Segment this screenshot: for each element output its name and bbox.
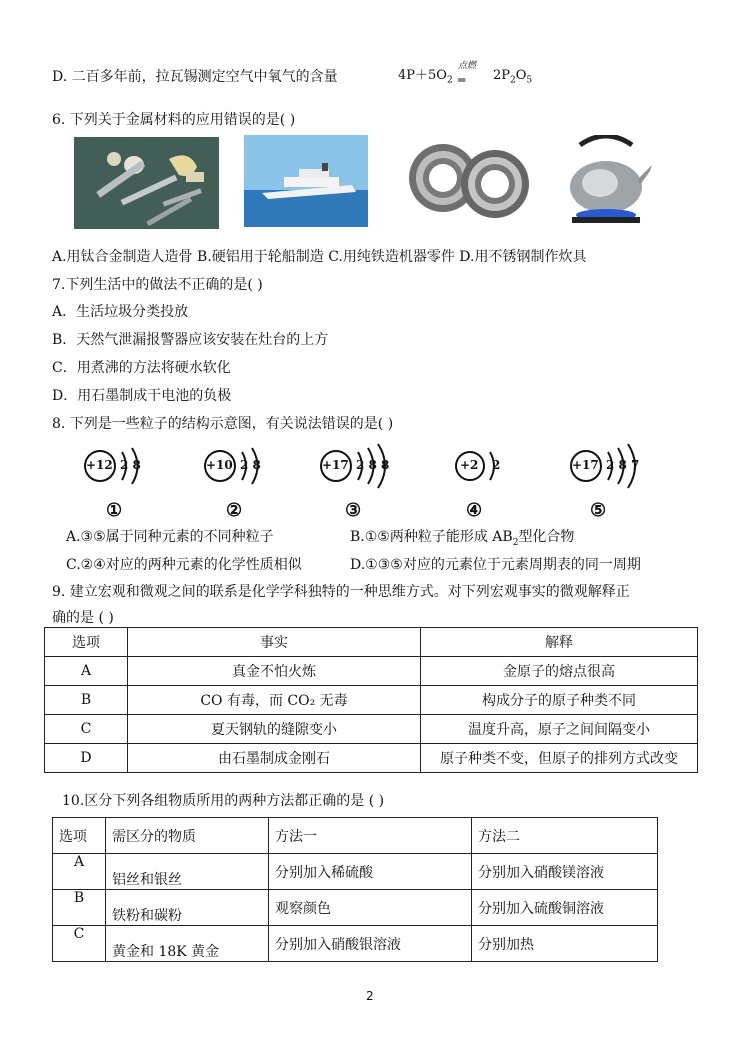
table-row: C 夏天钢轨的缝隙变小 温度升高，原子之间间隔变小: [45, 715, 698, 744]
q7-option-d: D．用石墨制成干电池的负极: [52, 388, 232, 404]
shell-electrons: 2 8 7: [606, 458, 640, 472]
table-header: 需区分的物质: [106, 818, 269, 854]
table-row: B 铁粉和碳粉 观察颜色 分别加入硫酸铜溶液: [53, 890, 658, 926]
table-row: D 由石墨制成金刚石 原子种类不变，但原子的排列方式改变: [45, 744, 698, 773]
atom-diagram-5: [566, 440, 676, 500]
table-header-row: [53, 818, 658, 854]
shell-electrons: 2 8: [120, 458, 141, 472]
table-row: A 铝丝和银丝 分别加入稀硫酸 分别加入硝酸镁溶液: [53, 854, 658, 890]
atom-label-5: ⑤: [590, 500, 607, 521]
equation-sign: ═: [458, 73, 466, 87]
q5-option-d: D. 二百多年前，拉瓦锡测定空气中氧气的含量: [52, 69, 338, 85]
q7-option-b: B．天然气泄漏报警器应该安装在灶台的上方: [52, 332, 329, 348]
atom-label-2: ②: [226, 500, 243, 521]
q8-option-a: A.③⑤属于同种元素的不同种粒子: [66, 529, 274, 545]
table-header-row: [45, 628, 698, 657]
shell-electrons: 2 8: [240, 458, 261, 472]
nucleus-charge: +12: [86, 458, 113, 472]
q10-table: [52, 817, 658, 962]
shell-electrons: 2 8 8: [356, 458, 390, 472]
table-row: B CO 有毒，而 CO₂ 无毒 构成分子的原子种类不同: [45, 686, 698, 715]
atom-diagram-4: [452, 440, 562, 500]
table-row: C 黄金和 18K 黄金 分别加入硝酸银溶液 分别加热: [53, 926, 658, 962]
atom-diagram-1: [80, 440, 190, 500]
q8-option-c: C.②④对应的两种元素的化学性质相似: [66, 557, 302, 573]
atom-label-3: ③: [345, 500, 362, 521]
atom-diagram-3: [316, 440, 426, 500]
page-number: 2: [366, 989, 374, 1003]
bearing-image: [405, 140, 533, 222]
q9-stem-line2: 确的是 ( ): [52, 610, 114, 626]
q10-stem: 10.区分下列各组物质所用的两种方法都正确的是 ( ): [62, 793, 385, 809]
shell-electrons: 2: [492, 458, 501, 472]
nucleus-charge: +10: [206, 458, 233, 472]
nucleus-charge: +17: [572, 458, 599, 472]
nucleus-charge: +17: [322, 458, 349, 472]
q7-option-a: A．生活垃圾分类投放: [52, 304, 189, 320]
table-header: 方法一: [269, 818, 472, 854]
q8-stem: 8. 下列是一些粒子的结构示意图，有关说法错误的是( ): [52, 416, 394, 432]
titanium-bone-image: [74, 137, 219, 229]
table-header: 选项: [45, 628, 128, 657]
q9-table: [44, 627, 698, 773]
cruise-ship-image: [244, 135, 368, 227]
q8-option-d: D.①③⑤对应的元素位于元素周期表的同一周期: [350, 557, 641, 573]
q6-options: A.用钛合金制造人造骨 B.硬铝用于轮船制造 C.用纯铁造机器零件 D.用不锈钢制作炊具: [52, 249, 587, 265]
q8-option-b: B.①⑤两种粒子能形成 $AB_2$型化合物: [350, 529, 575, 548]
equation-condition: 点燃: [458, 61, 477, 71]
atom-diagram-2: [200, 440, 310, 500]
table-header: 解释: [421, 628, 698, 657]
table-row: A 真金不怕火炼 金原子的熔点很高: [45, 657, 698, 686]
q9-stem-line1: 9. 建立宏观和微观之间的联系是化学学科独特的一种思维方式。对下列宏观事实的微观解释正: [52, 584, 630, 600]
chemical-equation: $4P+5O_2$ 点燃 ═ $2P_2O_5$: [398, 64, 532, 86]
kettle-image: [560, 135, 652, 227]
q7-option-c: C．用煮沸的方法将硬水软化: [52, 360, 231, 376]
q6-stem: 6. 下列关于金属材料的应用错误的是( ): [52, 112, 296, 128]
nucleus-charge: +2: [460, 458, 479, 472]
table-header: 事实: [128, 628, 421, 657]
table-header: 方法二: [472, 818, 658, 854]
table-header: 选项: [53, 818, 106, 854]
atom-label-4: ④: [466, 500, 483, 521]
atom-label-1: ①: [106, 500, 123, 521]
q7-stem: 7.下列生活中的做法不正确的是( ): [52, 277, 263, 293]
